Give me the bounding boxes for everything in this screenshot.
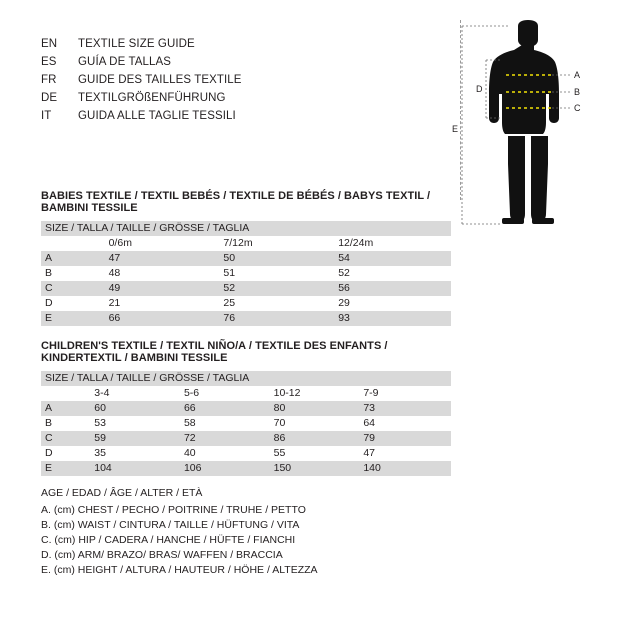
table-row: [41, 461, 451, 476]
header-lang-de: DE: [41, 92, 58, 104]
babies-size-label-row: [41, 221, 451, 236]
babies-a-1: 50: [221, 251, 336, 266]
header-text-de: TEXTILGRÖßENFÜHRUNG: [78, 92, 226, 104]
children-d-0: 35: [92, 446, 182, 461]
header-text-en: TEXTILE SIZE GUIDE: [78, 38, 195, 50]
table-row: [41, 401, 451, 416]
children-c-3: 79: [361, 431, 451, 446]
babies-row-label-c: C: [41, 281, 107, 296]
header-text-es: GUÍA DE TALLAS: [78, 56, 172, 68]
babies-e-0: 66: [107, 311, 222, 326]
children-d-3: 47: [361, 446, 451, 461]
children-section-title: CHILDREN'S TEXTILE / TEXTIL NIÑO/A / TEXTILE DES ENFANTS / KINDERTEXTIL / BAMBINI TESSILE: [41, 340, 388, 364]
babies-c-2: 56: [336, 281, 451, 296]
babies-corner-cell: [41, 236, 107, 251]
babies-row-label-b: B: [41, 266, 107, 281]
children-col-3: 7-9: [361, 386, 451, 401]
children-row-label-c: C: [41, 431, 92, 446]
children-b-2: 70: [272, 416, 362, 431]
child-silhouette-figure: [450, 20, 610, 240]
children-e-0: 104: [92, 461, 182, 476]
marker-label-a: A: [574, 70, 581, 80]
children-a-0: 60: [92, 401, 182, 416]
babies-section-title: BABIES TEXTILE / TEXTIL BEBÉS / TEXTILE DE BÉBÉS / BABYS TEXTIL / BAMBINI TESSILE: [41, 190, 431, 214]
children-corner-cell: [41, 386, 92, 401]
header-text-fr: GUIDE DES TAILLES TEXTILE: [78, 74, 242, 86]
babies-col-1: 7/12m: [221, 236, 336, 251]
children-b-0: 53: [92, 416, 182, 431]
children-a-3: 73: [361, 401, 451, 416]
table-row: [41, 311, 451, 326]
babies-e-1: 76: [221, 311, 336, 326]
babies-col-2: 12/24m: [336, 236, 451, 251]
table-row: [41, 446, 451, 461]
babies-d-0: 21: [107, 296, 222, 311]
children-col-0: 3-4: [92, 386, 182, 401]
legend-line-c: C. (cm) HIP / CADERA / HANCHE / HÜFTE / FIANCHI: [41, 534, 296, 546]
children-col-1: 5-6: [182, 386, 272, 401]
legend-line-a: A. (cm) CHEST / PECHO / POITRINE / TRUHE / PETTO: [41, 504, 306, 516]
marker-label-b: B: [574, 87, 581, 97]
children-b-3: 64: [361, 416, 451, 431]
children-c-0: 59: [92, 431, 182, 446]
babies-c-1: 52: [221, 281, 336, 296]
children-d-2: 55: [272, 446, 362, 461]
header-lang-es: ES: [41, 56, 57, 68]
babies-d-2: 29: [336, 296, 451, 311]
children-col-2: 10-12: [272, 386, 362, 401]
children-size-label-row: [41, 371, 451, 386]
children-c-1: 72: [182, 431, 272, 446]
children-b-1: 58: [182, 416, 272, 431]
children-d-1: 40: [182, 446, 272, 461]
babies-b-2: 52: [336, 266, 451, 281]
babies-b-1: 51: [221, 266, 336, 281]
babies-e-2: 93: [336, 311, 451, 326]
legend-line-e: E. (cm) HEIGHT / ALTURA / HAUTEUR / HÖHE / ALTEZZA: [41, 564, 318, 576]
babies-column-header-row: [41, 236, 451, 251]
legend-title: AGE / EDAD / ÂGE / ALTER / ETÀ: [41, 487, 203, 499]
babies-size-label: SIZE / TALLA / TAILLE / GRÖSSE / TAGLIA: [41, 221, 451, 236]
table-row: [41, 431, 451, 446]
header-block: [41, 38, 341, 128]
babies-size-table: [41, 221, 451, 326]
marker-label-e: E: [452, 124, 459, 134]
header-lang-en: EN: [41, 38, 58, 50]
babies-c-0: 49: [107, 281, 222, 296]
marker-label-d: D: [476, 84, 483, 94]
table-row: [41, 251, 451, 266]
silhouette-icon: [489, 20, 559, 224]
children-size-label: SIZE / TALLA / TAILLE / GRÖSSE / TAGLIA: [41, 371, 451, 386]
children-e-3: 140: [361, 461, 451, 476]
babies-row-label-d: D: [41, 296, 107, 311]
children-row-label-b: B: [41, 416, 92, 431]
header-row-fr: [41, 74, 341, 92]
children-column-header-row: [41, 386, 451, 401]
babies-b-0: 48: [107, 266, 222, 281]
babies-a-0: 47: [107, 251, 222, 266]
legend-line-d: D. (cm) ARM/ BRAZO/ BRAS/ WAFFEN / BRACCIA: [41, 549, 283, 561]
children-row-label-d: D: [41, 446, 92, 461]
babies-row-label-e: E: [41, 311, 107, 326]
children-a-1: 66: [182, 401, 272, 416]
header-lang-it: IT: [41, 110, 52, 122]
table-row: [41, 296, 451, 311]
babies-a-2: 54: [336, 251, 451, 266]
babies-d-1: 25: [221, 296, 336, 311]
children-row-label-a: A: [41, 401, 92, 416]
marker-label-c: C: [574, 103, 581, 113]
children-e-1: 106: [182, 461, 272, 476]
table-row: [41, 416, 451, 431]
header-row-es: [41, 56, 341, 74]
legend-line-b: B. (cm) WAIST / CINTURA / TAILLE / HÜFTUNG / VITA: [41, 519, 300, 531]
header-lang-fr: FR: [41, 74, 57, 86]
legend-block: [41, 487, 461, 578]
children-row-label-e: E: [41, 461, 92, 476]
babies-col-0: 0/6m: [107, 236, 222, 251]
table-row: [41, 266, 451, 281]
children-c-2: 86: [272, 431, 362, 446]
table-row: [41, 281, 451, 296]
header-text-it: GUIDA ALLE TAGLIE TESSILI: [78, 110, 236, 122]
children-size-table: [41, 371, 451, 476]
header-row-de: [41, 92, 341, 110]
children-e-2: 150: [272, 461, 362, 476]
children-section: [41, 340, 451, 476]
babies-row-label-a: A: [41, 251, 107, 266]
header-row-en: [41, 38, 341, 56]
children-a-2: 80: [272, 401, 362, 416]
header-row-it: [41, 110, 341, 128]
babies-section: [41, 190, 451, 326]
